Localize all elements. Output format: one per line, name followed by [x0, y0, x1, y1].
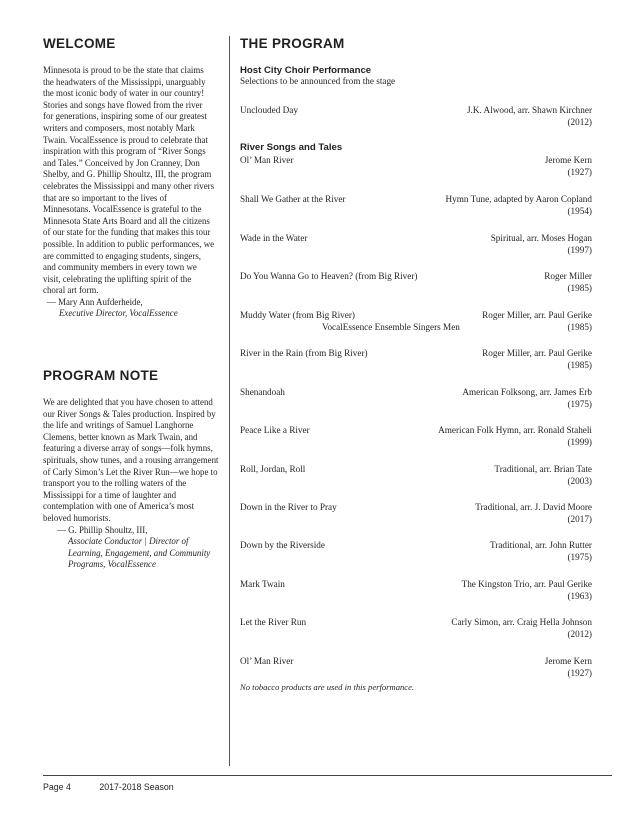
item-year: (1927) — [567, 167, 592, 178]
program-item — [240, 539, 592, 564]
host-choir-subtitle: Selections to be announced from the stage — [240, 76, 396, 86]
item-title: Down in the River to Pray — [240, 502, 337, 512]
program-note-body: We are delighted that you have chosen to attend our River Songs & Tales production. Inspired by the life and writings of Samuel Langhorne Clemens, better known as Mark Twain, and featuring a diverse array of songs—folk hymns, spirituals, show tunes, and a rousing arrangement of Carly Simon’s Let the River Run—we hope to transport you to the rolling waters of the Mississippi for a time of laughter and contemplation with one of America’s most beloved humorists. — [43, 397, 219, 523]
program-note-signature-role: Associate Conductor | Director of Learning, Engagement, and Community Programs, VocalEssence — [68, 536, 211, 570]
item-year: (1963) — [567, 591, 592, 602]
item-title: River in the Rain (from Big River) — [240, 348, 368, 358]
program-item — [240, 270, 592, 295]
item-year: (2017) — [567, 514, 592, 525]
river-songs-title: River Songs and Tales — [240, 142, 343, 153]
item-title: Shenandoah — [240, 387, 285, 397]
item-title: Down by the Riverside — [240, 540, 325, 550]
program-item — [240, 655, 592, 680]
item-credit: American Folk Hymn, arr. Ronald Staheli — [438, 425, 592, 435]
item-credit: J.K. Alwood, arr. Shawn Kirchner — [466, 105, 592, 115]
season-label: 2017-2018 Season — [99, 782, 174, 792]
item-year: (1954) — [567, 206, 592, 217]
program-item — [240, 347, 592, 372]
program-item — [240, 104, 592, 129]
welcome-signature — [43, 297, 215, 320]
program-item — [240, 154, 592, 179]
item-year: (1985) — [567, 360, 592, 371]
item-title: Mark Twain — [240, 579, 285, 589]
item-credit: Traditional, arr. Brian Tate — [494, 464, 592, 474]
program-section — [240, 36, 592, 86]
item-credit: The Kingston Trio, arr. Paul Gerike — [461, 579, 592, 589]
item-title: Let the River Run — [240, 617, 307, 627]
program-item — [240, 578, 592, 603]
item-title: Muddy Water (from Big River) — [240, 310, 355, 320]
item-year: (1999) — [567, 437, 592, 448]
item-title: Shall We Gather at the River — [240, 194, 346, 204]
program-item — [240, 501, 592, 526]
welcome-section — [43, 36, 215, 320]
program-title: THE PROGRAM — [240, 36, 345, 51]
item-title: Wade in the Water — [240, 233, 308, 243]
tobacco-note: No tobacco products are used in this performance. — [240, 682, 415, 692]
item-performer: VocalEssence Ensemble Singers Men — [322, 322, 460, 333]
item-credit: Roger Miller — [544, 271, 592, 281]
footer-rule — [43, 775, 612, 776]
item-year: (1927) — [567, 668, 592, 679]
program-note-signature-name: — G. Phillip Shoultz, III, — [57, 524, 148, 535]
column-divider — [229, 36, 230, 766]
item-credit: Hymn Tune, adapted by Aaron Copland — [445, 194, 592, 204]
item-credit: Jerome Kern — [544, 155, 592, 165]
program-item — [240, 463, 592, 488]
item-year: (2003) — [567, 476, 592, 487]
item-credit: Roger Miller, arr. Paul Gerike — [482, 310, 592, 320]
program-item — [240, 424, 592, 449]
welcome-signature-name: — Mary Ann Aufderheide, — [47, 296, 143, 307]
program-item — [240, 193, 592, 218]
item-credit: Carly Simon, arr. Craig Hella Johnson — [451, 617, 592, 627]
item-credit: Roger Miller, arr. Paul Gerike — [482, 348, 592, 358]
program-note-section — [43, 368, 219, 571]
item-credit: American Folksong, arr. James Erb — [462, 387, 592, 397]
program-item — [240, 232, 592, 257]
item-credit: Spiritual, arr. Moses Hogan — [490, 233, 592, 243]
program-item — [240, 616, 592, 641]
item-year: (1985) — [567, 322, 592, 333]
item-credit: Traditional, arr. John Rutter — [490, 540, 592, 550]
welcome-title: WELCOME — [43, 36, 116, 51]
welcome-signature-role: Executive Director, VocalEssence — [59, 308, 178, 319]
program-item — [240, 309, 592, 334]
welcome-body: Minnesota is proud to be the state that claims the headwaters of the Mississippi, unarguably the most iconic body of water in our country! Stories and songs have flowed from the river for generations, inspiring some of our greatest writers and composers, most notably Mark Twain. VocalEssence is proud to celebrate that inspiration with this program of “River Songs and Tales.” Conceived by Jon Cranney, Don Shelby, and G. Phillip Shoultz, III, the program celebrates the Mississippi and many other rivers that are so important to the lives of Minnesotans. VocalEssence is grateful to the Minnesota State Arts Board and all the citizens of our state for the funding that makes this tour possible. In addition to public performances, we are committed to engaging students, singers, and community members in every town we visit, celebrating the uplifting spirit of the choral art form. — [43, 65, 215, 296]
item-year: (1975) — [567, 399, 592, 410]
program-item — [240, 386, 592, 411]
item-year: (1985) — [567, 283, 592, 294]
item-title: Unclouded Day — [240, 105, 298, 115]
host-choir-title: Host City Choir Performance — [240, 65, 372, 76]
item-year: (2012) — [567, 629, 592, 640]
program-note-signature — [43, 525, 219, 571]
item-title: Ol’ Man River — [240, 656, 294, 666]
item-title: Ol’ Man River — [240, 155, 294, 165]
item-credit: Traditional, arr. J. David Moore — [475, 502, 592, 512]
item-credit: Jerome Kern — [544, 656, 592, 666]
item-title: Do You Wanna Go to Heaven? (from Big River) — [240, 271, 418, 281]
program-note-title: PROGRAM NOTE — [43, 368, 159, 383]
item-year: (2012) — [567, 117, 592, 128]
item-title: Peace Like a River — [240, 425, 310, 435]
item-year: (1975) — [567, 552, 592, 563]
page-footer — [43, 782, 200, 792]
item-title: Roll, Jordan, Roll — [240, 464, 306, 474]
page-number: Page 4 — [43, 782, 71, 792]
item-year: (1997) — [567, 245, 592, 256]
